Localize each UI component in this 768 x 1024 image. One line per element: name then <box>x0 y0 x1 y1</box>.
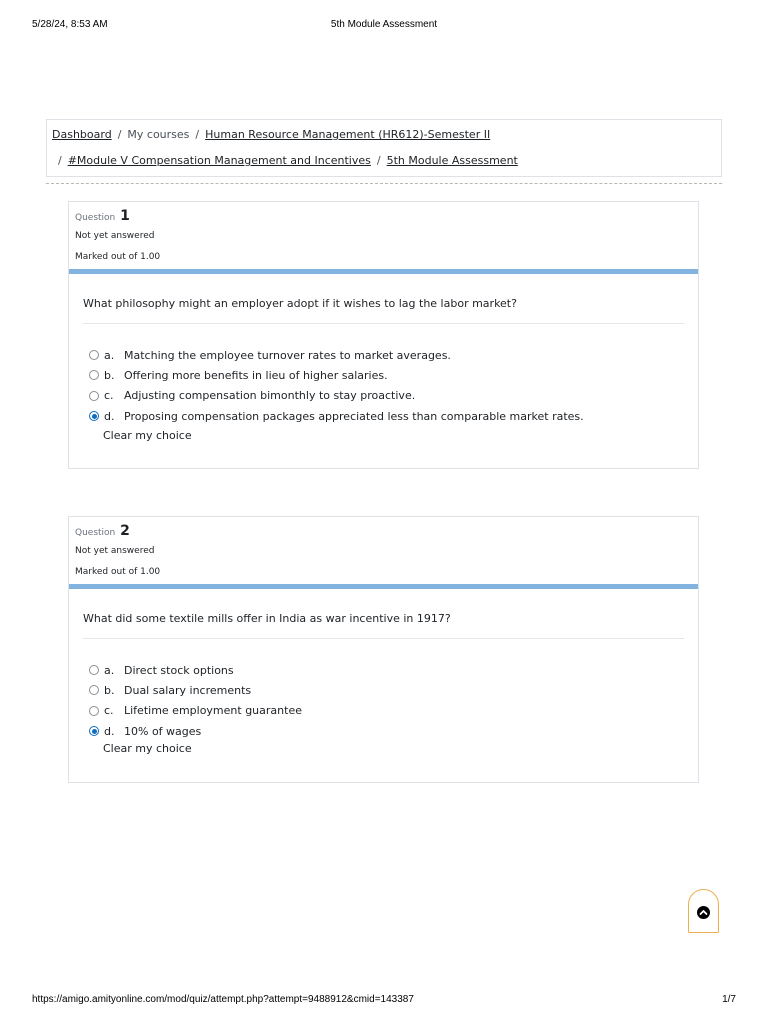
clear-choice-link[interactable]: Clear my choice <box>103 429 192 442</box>
answer-option-c[interactable] <box>89 386 584 406</box>
breadcrumb-module-link[interactable]: #Module V Compensation Management and Incentives <box>67 154 371 167</box>
answer-option-d[interactable] <box>89 721 302 741</box>
answer-text: Direct stock options <box>124 663 234 677</box>
question-text: What philosophy might an employer adopt if it wishes to lag the labor market? <box>83 297 517 310</box>
answer-text: Dual salary increments <box>124 683 252 697</box>
radio-button[interactable] <box>89 665 99 675</box>
question-accent-bar <box>69 269 698 274</box>
question-number: 1 <box>120 208 130 224</box>
question-state: Not yet answered <box>75 231 155 241</box>
question-card-1 <box>68 201 699 469</box>
answer-letter: c. <box>104 389 114 403</box>
answer-text: Adjusting compensation bimonthly to stay proactive. <box>124 389 416 403</box>
print-date: 5/28/24, 8:53 AM <box>32 19 108 30</box>
question-label: Question <box>75 528 116 538</box>
chevron-up-glyph <box>699 908 708 917</box>
question-divider <box>83 323 684 324</box>
breadcrumb-separator: / <box>58 154 62 167</box>
question-number: 2 <box>120 523 130 539</box>
answer-text: 10% of wages <box>124 724 202 738</box>
print-title: 5th Module Assessment <box>330 19 438 30</box>
breadcrumb-separator: / <box>376 154 381 167</box>
breadcrumb-separator: / <box>195 128 200 141</box>
answer-letter: a. <box>104 348 115 362</box>
clear-choice-link[interactable]: Clear my choice <box>103 742 192 755</box>
answer-letter: c. <box>104 704 114 718</box>
answer-text: Offering more benefits in lieu of higher salaries. <box>124 368 388 382</box>
question-header <box>75 208 130 224</box>
answer-option-b[interactable] <box>89 680 302 700</box>
radio-button-selected[interactable] <box>89 726 99 736</box>
breadcrumb-my-courses: My courses <box>127 128 190 141</box>
breadcrumb-course-link[interactable]: Human Resource Management (HR612)-Semester II <box>205 128 491 141</box>
breadcrumb-row <box>52 128 490 141</box>
breadcrumb-assessment-link[interactable]: 5th Module Assessment <box>386 154 518 167</box>
radio-button[interactable] <box>89 391 99 401</box>
answer-letter: d. <box>104 724 115 738</box>
chevron-up-icon <box>697 906 710 919</box>
question-accent-bar <box>69 584 698 589</box>
answer-option-a[interactable] <box>89 345 584 365</box>
question-header <box>75 523 130 539</box>
answer-text: Matching the employee turnover rates to market averages. <box>124 348 451 362</box>
answer-letter: b. <box>104 368 115 382</box>
breadcrumb-separator: / <box>117 128 122 141</box>
answer-option-c[interactable] <box>89 701 302 721</box>
question-text: What did some textile mills offer in India as war incentive in 1917? <box>83 612 451 625</box>
breadcrumb-dashboard-link[interactable]: Dashboard <box>52 128 112 141</box>
print-url: https://amigo.amityonline.com/mod/quiz/attempt.php?attempt=9488912&cmid=143387 <box>32 994 414 1005</box>
radio-button-selected[interactable] <box>89 411 99 421</box>
divider <box>46 183 722 184</box>
answer-letter: b. <box>104 683 115 697</box>
breadcrumb-row <box>58 154 518 167</box>
question-card-2 <box>68 516 699 783</box>
question-divider <box>83 638 684 639</box>
answer-letter: a. <box>104 663 115 677</box>
answer-option-d[interactable] <box>89 406 584 426</box>
answer-text: Proposing compensation packages appreciated less than comparable market rates. <box>124 409 584 423</box>
answer-list <box>89 660 302 741</box>
answer-option-b[interactable] <box>89 365 584 385</box>
radio-button[interactable] <box>89 685 99 695</box>
answer-text: Lifetime employment guarantee <box>124 704 302 718</box>
radio-button[interactable] <box>89 350 99 360</box>
question-label: Question <box>75 213 116 223</box>
print-page-number: 1/7 <box>722 994 736 1005</box>
question-grade: Marked out of 1.00 <box>75 252 161 262</box>
back-to-top-button[interactable] <box>688 889 719 933</box>
question-state: Not yet answered <box>75 546 155 556</box>
radio-button[interactable] <box>89 706 99 716</box>
answer-list <box>89 345 584 426</box>
radio-button[interactable] <box>89 370 99 380</box>
answer-option-a[interactable] <box>89 660 302 680</box>
question-grade: Marked out of 1.00 <box>75 567 161 577</box>
answer-letter: d. <box>104 409 115 423</box>
breadcrumb <box>46 119 722 177</box>
